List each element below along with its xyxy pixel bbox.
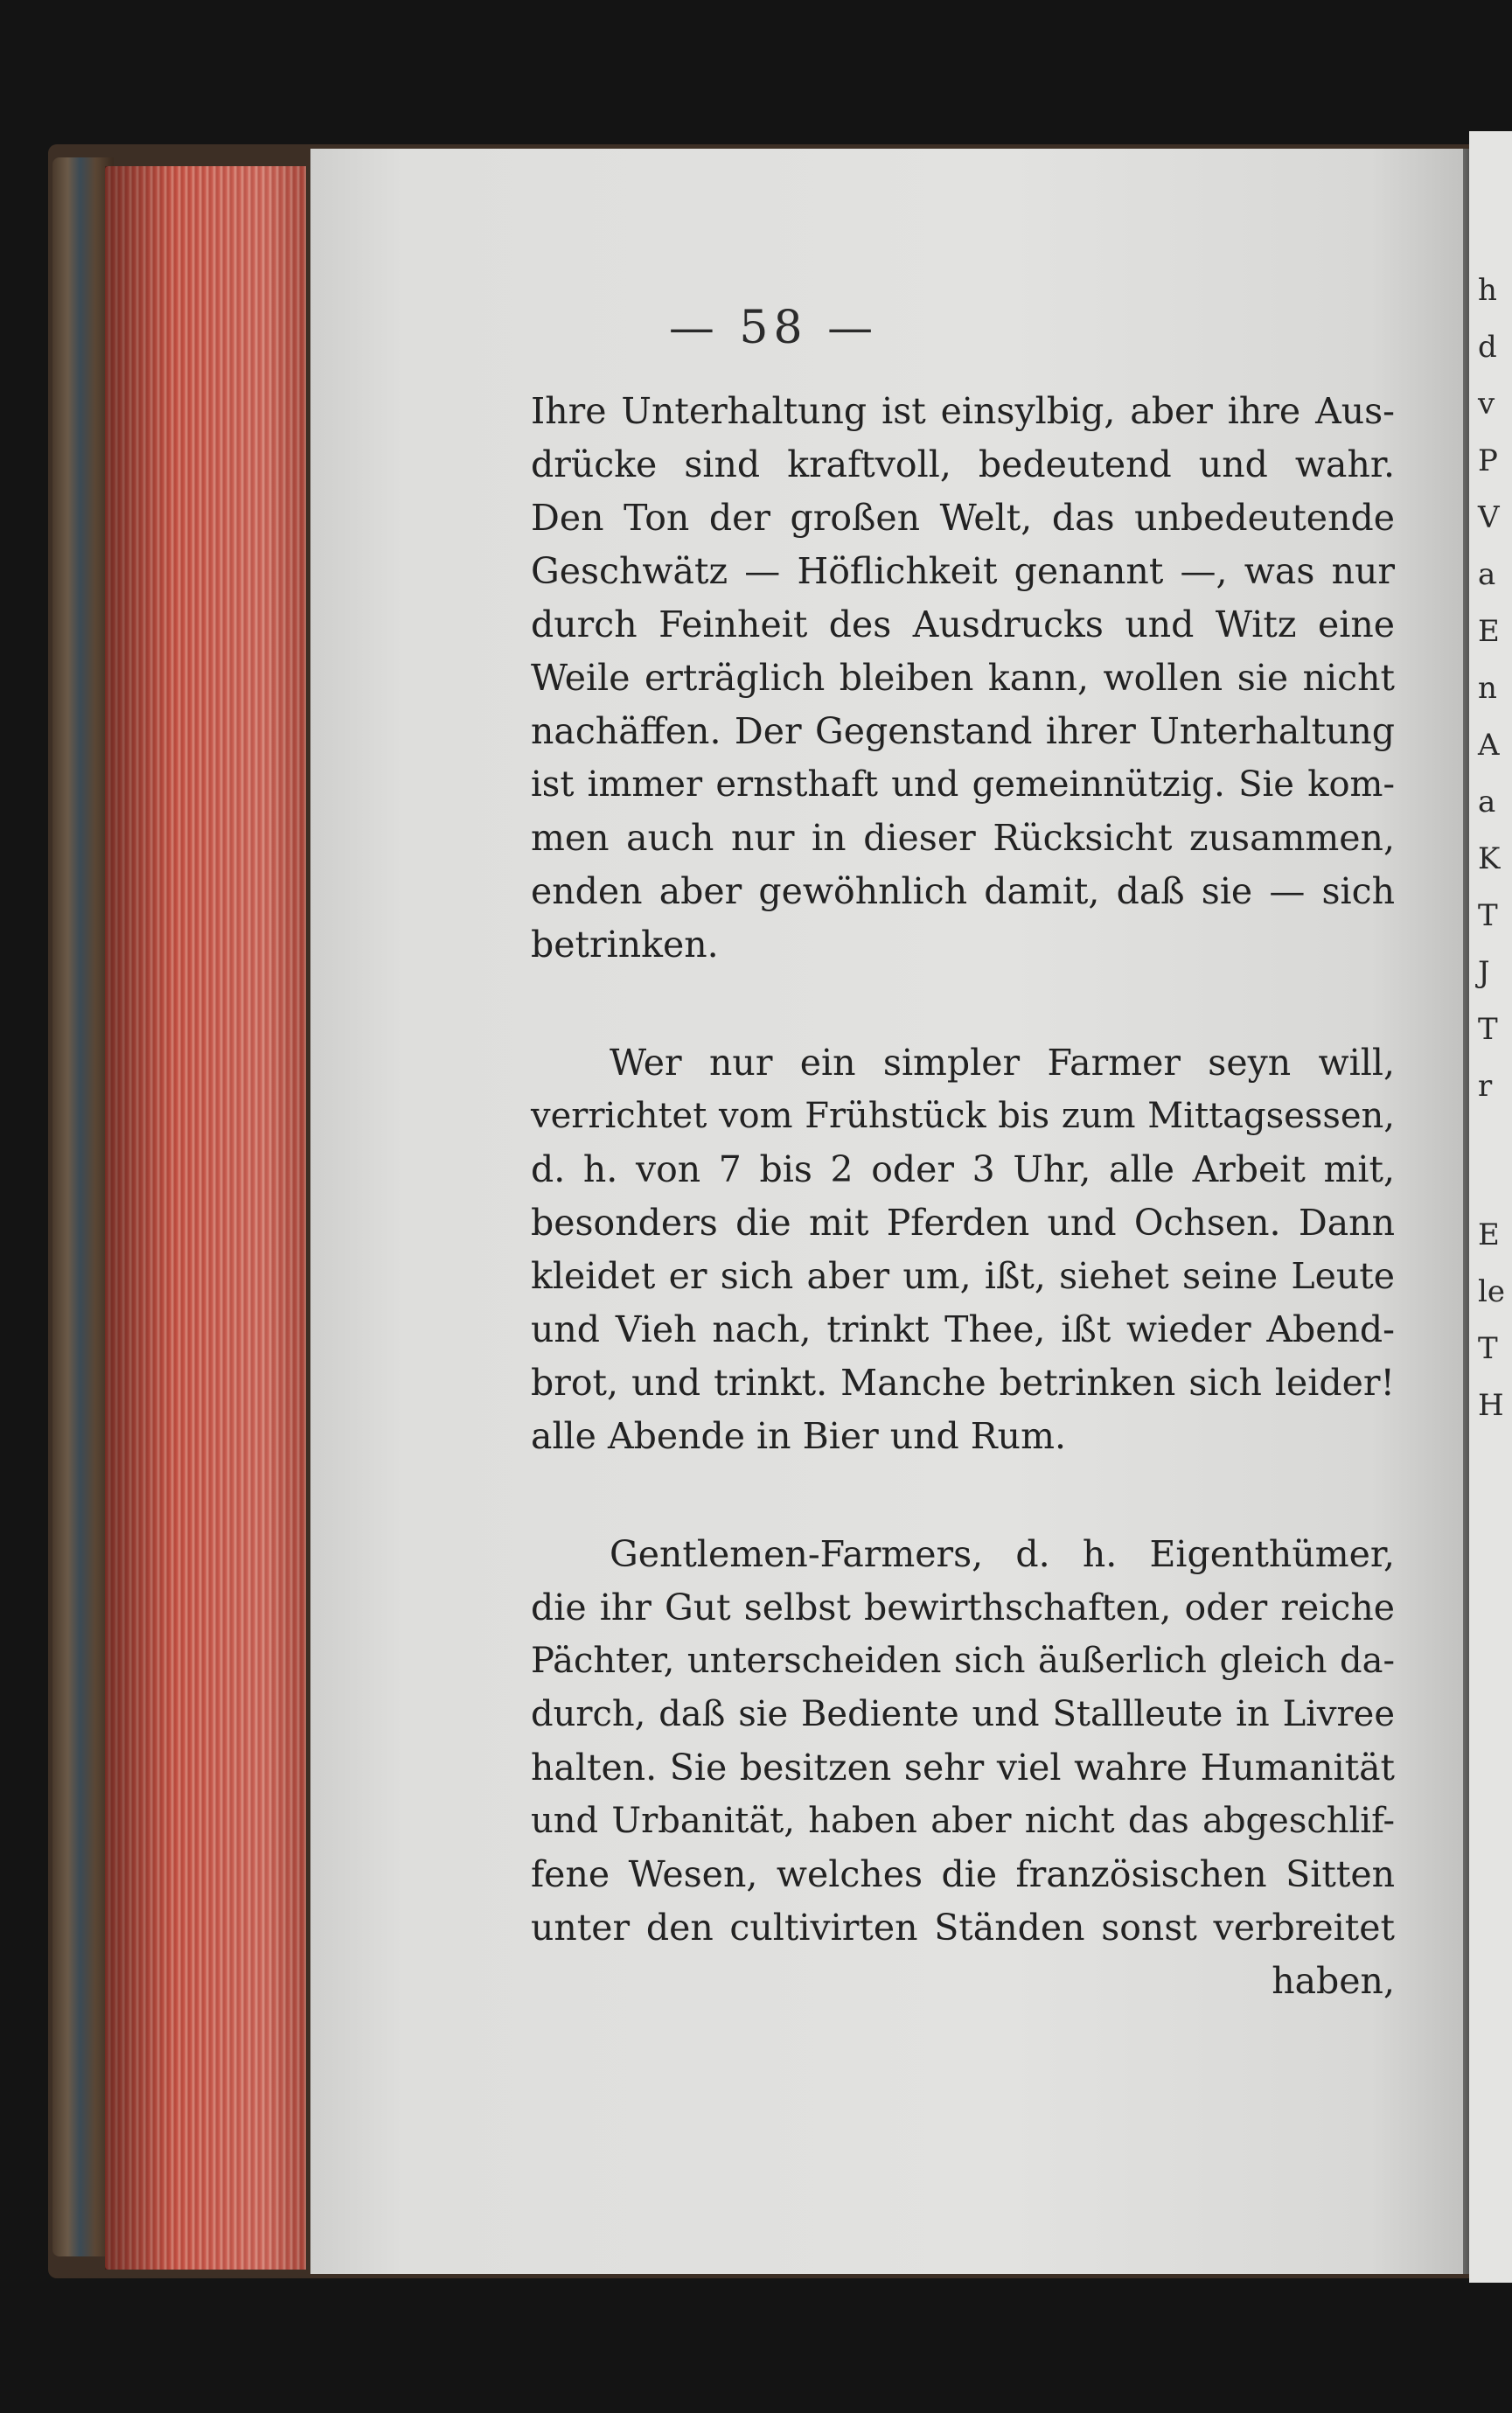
next-page-fragment: V: [1478, 500, 1500, 535]
text-line: durch Feinheit des Ausdrucks und Witz eine: [531, 603, 1395, 645]
next-page-fragment: A: [1478, 728, 1500, 763]
text-line: alle Abende in Bier und Rum.: [531, 1415, 1066, 1457]
next-page-fragment: T: [1478, 1331, 1498, 1366]
next-page-fragment: n: [1478, 671, 1497, 706]
paragraph-2: [531, 1036, 1395, 1463]
text-line: drücke sind kraftvoll, bedeutend und wahr.: [531, 443, 1395, 485]
page-text: [531, 385, 1395, 2008]
text-line: verrichtet vom Frühstück bis zum Mittagsessen,: [531, 1096, 1395, 1136]
page-edges-shading: [105, 166, 306, 2270]
text-line: halten. Sie besitzen sehr viel wahre Humanität: [531, 1747, 1395, 1789]
next-page-fragment: J: [1478, 955, 1490, 990]
text-line: kleidet er sich aber um, ißt, siehet seine Leute: [531, 1255, 1395, 1297]
text-line: durch, daß sie Bediente und Stallleute in Livree: [531, 1694, 1395, 1734]
text-line: fene Wesen, welches die französischen Sitten: [531, 1853, 1395, 1895]
next-page-fragment: T: [1478, 898, 1498, 933]
next-page-edge: [1469, 131, 1512, 2283]
next-page-fragment: r: [1478, 1069, 1493, 1104]
text-line: Weile erträglich bleiben kann, wollen sie nicht: [531, 657, 1395, 699]
text-line: men auch nur in dieser Rücksicht zusammen,: [531, 817, 1395, 859]
text-line: betrinken.: [531, 924, 719, 966]
next-page-fragment: P: [1478, 443, 1498, 478]
next-page-fragment: le: [1478, 1274, 1505, 1309]
next-page-fragment: E: [1478, 614, 1500, 649]
text-line: Pächter, unterscheiden sich äußerlich gleich da-: [531, 1641, 1395, 1681]
text-line: enden aber gewöhnlich damit, daß sie — sich: [531, 870, 1395, 912]
next-page-fragment: T: [1478, 1012, 1498, 1047]
paragraph-1: [531, 385, 1395, 972]
next-page-fragment: K: [1478, 841, 1501, 876]
next-page-fragment: v: [1478, 387, 1495, 422]
text-line: Wer nur ein simpler Farmer seyn will,: [610, 1042, 1395, 1084]
text-line: und Urbanität, haben aber nicht das abgeschlif-: [531, 1801, 1395, 1841]
text-line: ist immer ernsthaft und gemeinnützig. Sie kom-: [531, 764, 1395, 805]
next-page-fragment: h: [1478, 273, 1497, 308]
next-page-fragment: a: [1478, 785, 1496, 819]
next-page-fragment: a: [1478, 557, 1496, 592]
text-line: und Vieh nach, trinkt Thee, ißt wieder Abend-: [531, 1308, 1395, 1350]
text-line: Geschwätz — Höflichkeit genannt —, was nur: [531, 550, 1395, 592]
paragraph-3: [531, 1528, 1395, 2008]
next-page-fragment: E: [1478, 1217, 1500, 1252]
next-page-fragment: H: [1478, 1388, 1504, 1423]
text-line: Ihre Unterhaltung ist einsylbig, aber ihre Aus-: [531, 390, 1395, 432]
next-page-fragment: d: [1478, 330, 1497, 365]
text-line: d. h. von 7 bis 2 oder 3 Uhr, alle Arbeit mit,: [531, 1148, 1395, 1190]
text-line: nachäffen. Der Gegenstand ihrer Unterhaltung: [531, 710, 1395, 752]
text-line: die ihr Gut selbst bewirthschaften, oder reiche: [531, 1587, 1395, 1628]
text-line: unter den cultivirten Ständen sonst verbreitet: [531, 1907, 1395, 1949]
catchword: haben,: [1272, 1960, 1395, 2002]
text-line: Den Ton der großen Welt, das unbedeutende: [531, 497, 1395, 539]
text-line: besonders die mit Pferden und Ochsen. Dann: [531, 1202, 1395, 1244]
text-line: Gentlemen-Farmers, d. h. Eigenthümer,: [610, 1533, 1395, 1575]
page-number: — 58 —: [668, 302, 879, 354]
text-line: brot, und trinkt. Manche betrinken sich leider!: [531, 1362, 1395, 1404]
